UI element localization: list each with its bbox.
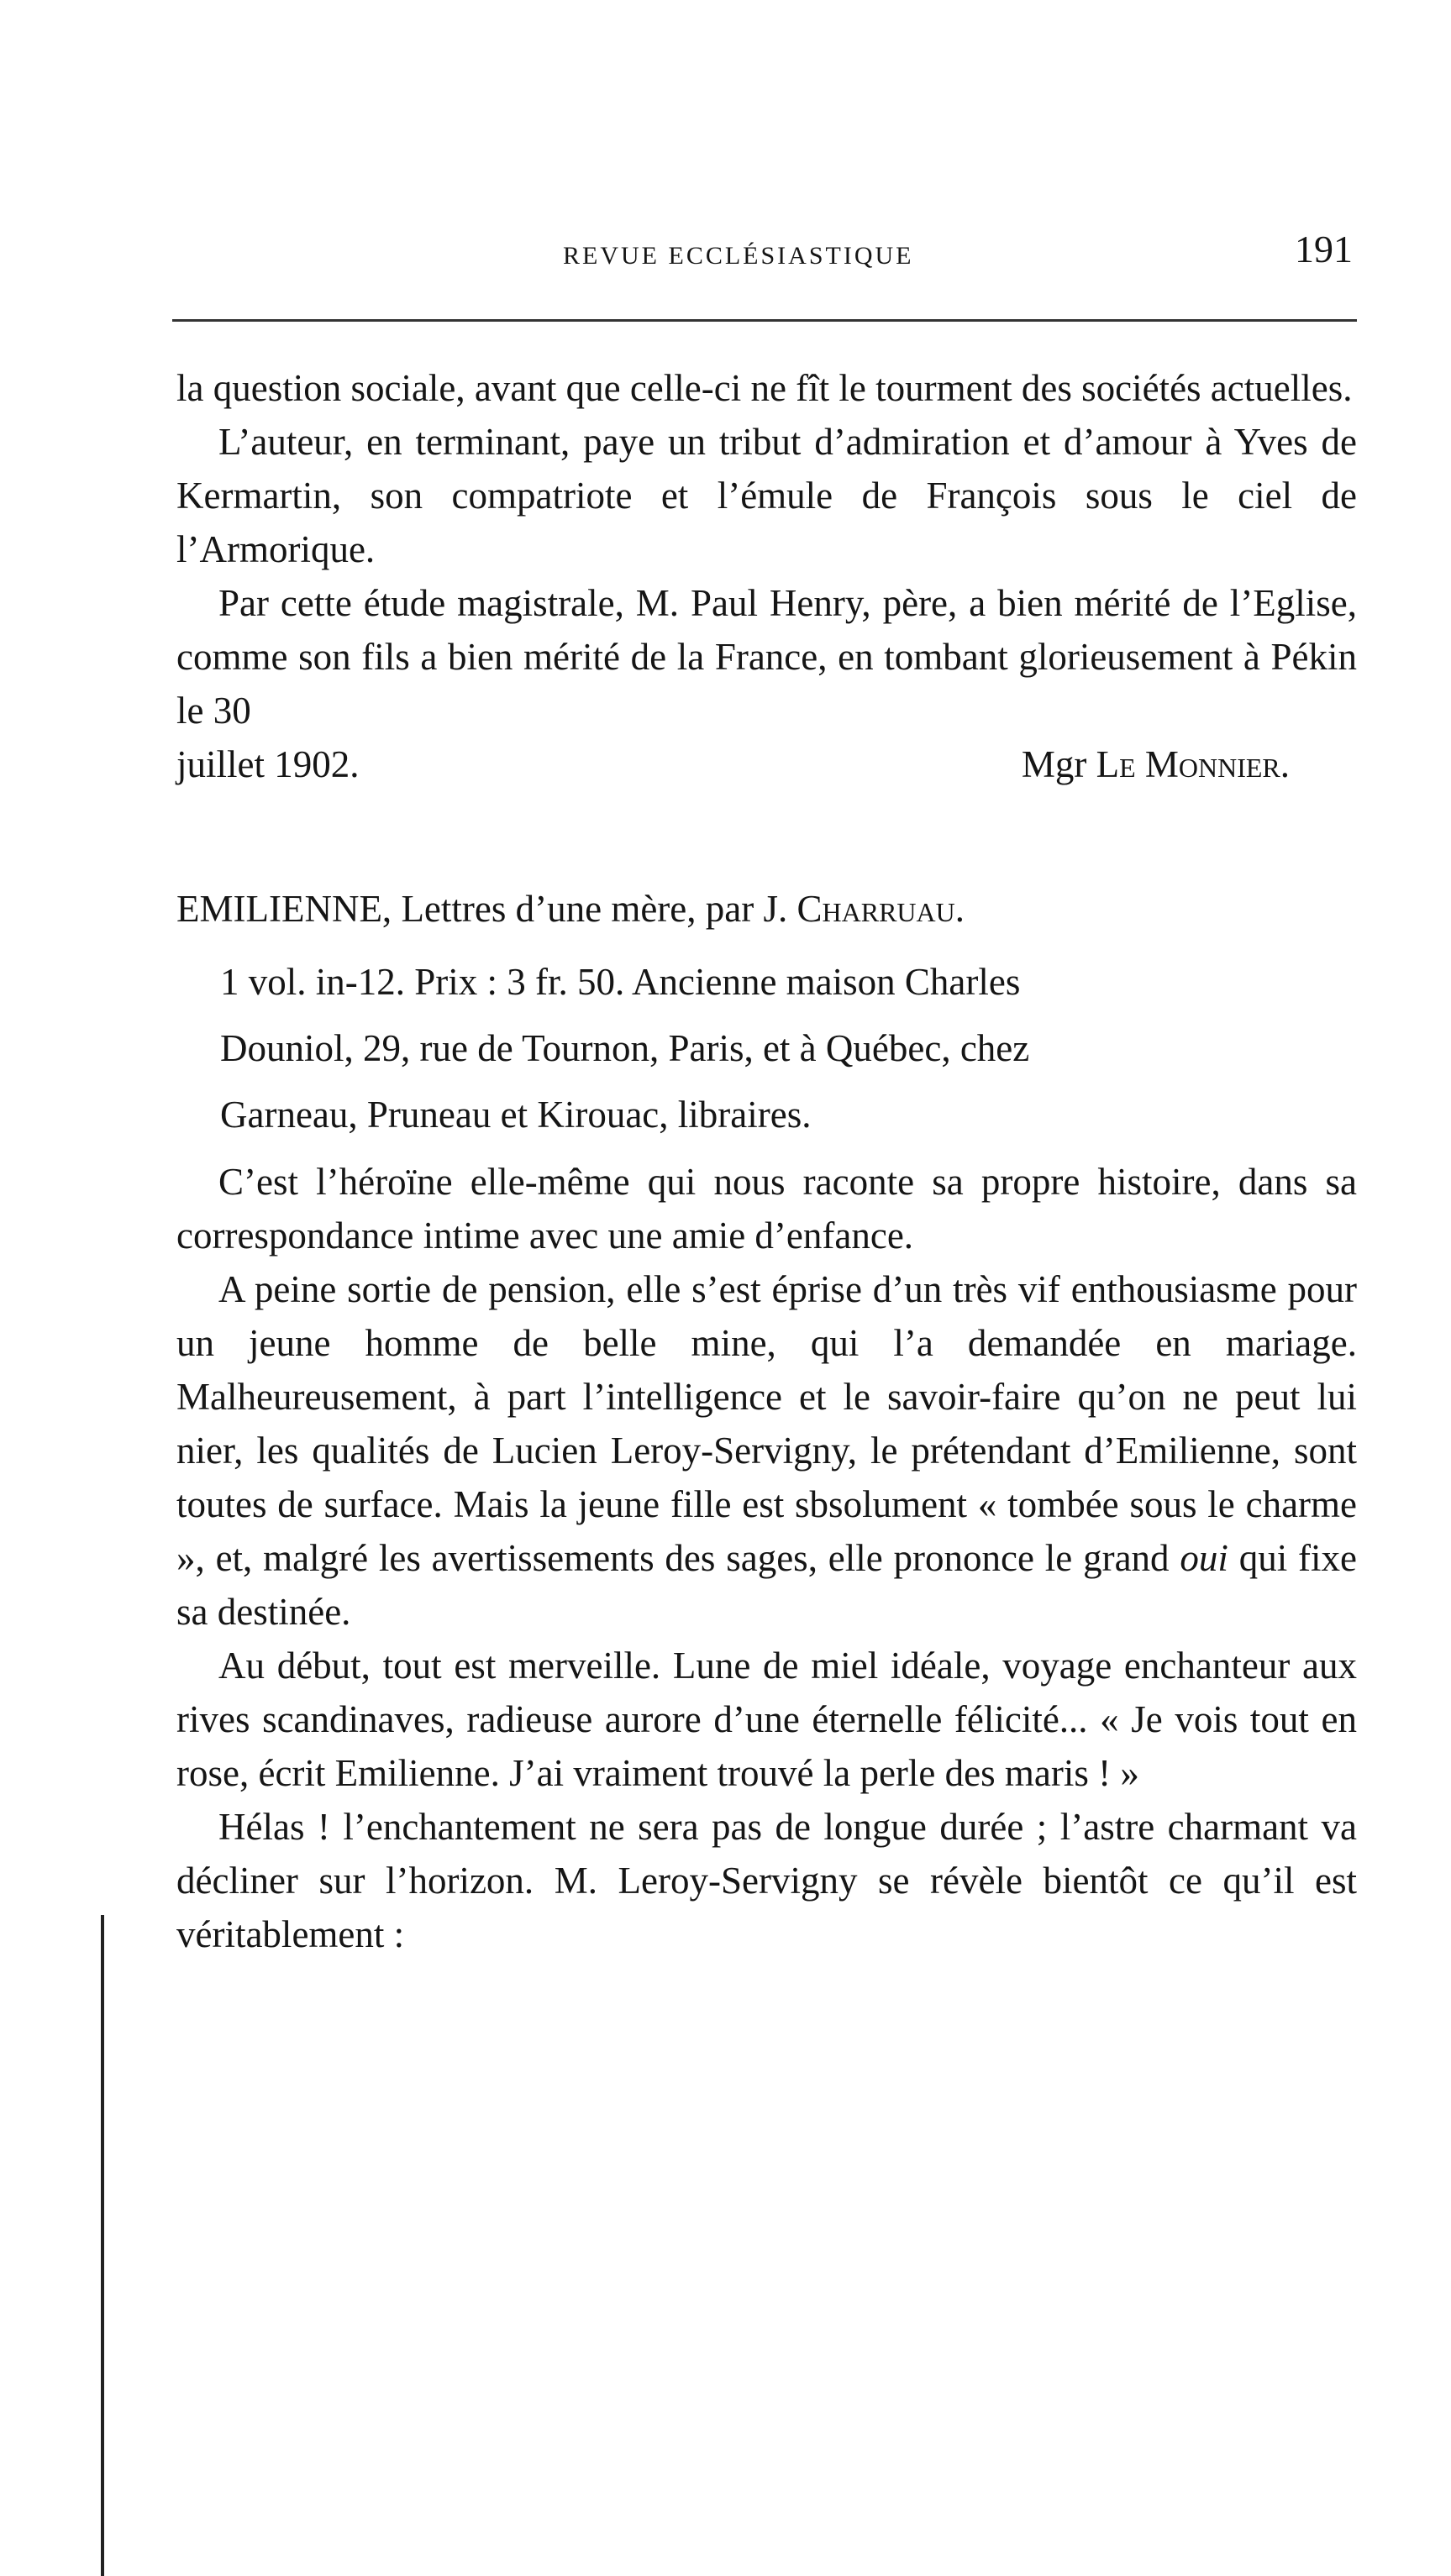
signature-name: Le Monnier. [1096, 743, 1290, 785]
book-details-line: Douniol, 29, rue de Tournon, Paris, et à Québec, chez [220, 1027, 1030, 1069]
paragraph-text: A peine sortie de pension, elle s’est éprise d’un très vif enthousiasme pour un jeune homme de belle mine, qui l’a demandée en mariage. Malheureusement, à part l’intelligence et le savoir-faire qu’on ne peut lui nier, les qualités de Lucien Leroy-Servigny, le prétendant d’Emilienne, sont toutes de surface. Mais la jeune fille est sbsolument « tombée sous le charme », et, malgré les avertissements des sages, elle prononce le grand [176, 1268, 1357, 1579]
italic-word: oui [1180, 1537, 1228, 1579]
page-edge-line [101, 1915, 104, 2576]
paragraph: C’est l’héroïne elle-même qui nous raconte sa propre histoire, dans sa correspondance intime avec une amie d’enfance. [176, 1161, 1357, 1257]
signature-line [176, 737, 1357, 791]
paragraph: L’auteur, en terminant, paye un tribut d’admiration et d’amour à Yves de Kermartin, son compatriote et l’émule de François sous le ciel de l’Armorique. [176, 421, 1357, 570]
running-head: REVUE ECCLÉSIASTIQUE [563, 242, 914, 270]
book-entry-heading [176, 882, 1357, 936]
book-entry-details [220, 949, 1357, 1148]
signature-prefix: Mgr [1021, 743, 1087, 785]
book-details-line: Garneau, Pruneau et Kirouac, libraires. [220, 1094, 812, 1136]
review-text [176, 1155, 1357, 1961]
book-details-line: 1 vol. in-12. Prix : 3 fr. 50. Ancienne maison Charles [220, 961, 1021, 1003]
book-title: EMILIENNE, [176, 888, 392, 930]
header-rule [172, 319, 1357, 322]
book-subtitle: Lettres d’une mère, par J. [401, 888, 788, 930]
paragraph: la question sociale, avant que celle-ci ne fît le tourment des sociétés actuelles. [176, 367, 1353, 409]
page-header [176, 227, 1353, 277]
closing-paragraph: Par cette étude magistrale, M. Paul Henry, père, a bien mérité de l’Eglise, comme son fils a bien mérité de la France, en tombant glorieusement à Pékin le 30 [176, 582, 1357, 732]
book-author: Charruau. [796, 888, 965, 930]
paragraph-text: qui fixe sa destinée. [176, 1537, 1358, 1633]
paragraph: Au début, tout est merveille. Lune de miel idéale, voyage enchanteur aux rives scandinaves, radieuse aurore d’une éternelle félicité... « Je vois tout en rose, écrit Emilienne. J’ai vraiment trouvé la perle des maris ! » [176, 1645, 1357, 1794]
previous-review-text [176, 361, 1357, 791]
closing-last-line: juillet 1902. [176, 743, 360, 785]
signature [1022, 737, 1357, 791]
paragraph [176, 1262, 1357, 1639]
paragraph: Hélas ! l’enchantement ne sera pas de longue durée ; l’astre charmant va décliner sur l’horizon. M. Leroy-Servigny se révèle bientôt ce qu’il est véritablement : [176, 1806, 1357, 1955]
page-number: 191 [1295, 228, 1353, 270]
